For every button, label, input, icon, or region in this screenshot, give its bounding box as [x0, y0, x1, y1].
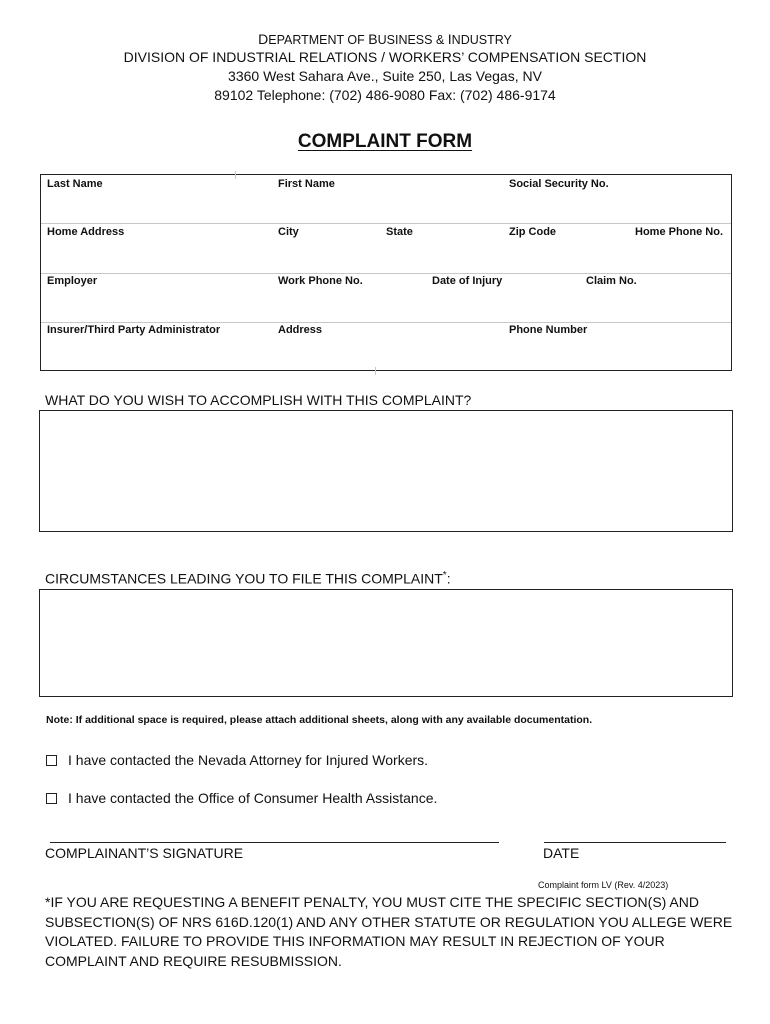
revision-label: Complaint form LV (Rev. 4/2023): [538, 880, 669, 890]
date-label: DATE: [543, 845, 580, 861]
accomplish-question: WHAT DO YOU WISH TO ACCOMPLISH WITH THIS COMPLAINT?: [45, 392, 472, 408]
field-last-name[interactable]: Last Name: [47, 178, 103, 190]
column-tick: [235, 171, 236, 179]
department-heading: DEPARTMENT OF BUSINESS & INDUSTRY: [258, 31, 512, 47]
claimant-info-grid: [40, 174, 732, 371]
circumstances-textarea[interactable]: [39, 589, 733, 697]
field-claim-no[interactable]: Claim No.: [586, 275, 637, 287]
field-insurer-address[interactable]: Address: [278, 324, 323, 336]
field-employer[interactable]: Employer: [47, 275, 98, 287]
division-heading: DIVISION OF INDUSTRIAL RELATIONS / WORKERS’ COMPENSATION SECTION: [123, 49, 647, 65]
column-tick: [375, 367, 376, 375]
checkbox-row-consumer-health[interactable]: [46, 790, 437, 806]
form-title: COMPLAINT FORM: [297, 131, 473, 152]
field-state[interactable]: State: [386, 226, 413, 238]
field-home-phone[interactable]: Home Phone No.: [635, 226, 724, 238]
benefit-penalty-footnote: *IF YOU ARE REQUESTING A BENEFIT PENALTY, YOU MUST CITE THE SPECIFIC SECTION(S) AND SUBSECTION(S) OF NRS 616D.120(1) AND ANY OTHER STATUTE OR REGULATION YOU ALLEGE WERE VIOLATED. FAILURE TO PROVIDE THIS INFORMATION MAY RESULT IN REJECTION OF YOUR COMPLAINT AND REQUIRE RESUBMISSION.: [45, 894, 733, 969]
consumer-health-checkbox[interactable]: [46, 793, 57, 804]
attachment-note: Note: If additional space is required, please attach additional sheets, along with any available documentation.: [46, 714, 593, 726]
checkbox-row-attorney[interactable]: [46, 752, 428, 768]
row-divider: [41, 322, 731, 323]
row-divider: [41, 223, 731, 224]
field-work-phone[interactable]: Work Phone No.: [278, 275, 363, 287]
consumer-health-checkbox-label: I have contacted the Office of Consumer Health Assistance.: [68, 790, 438, 806]
field-city[interactable]: City: [278, 226, 299, 238]
field-zip[interactable]: Zip Code: [509, 226, 557, 238]
accomplish-textarea[interactable]: [39, 410, 733, 532]
field-first-name[interactable]: First Name: [278, 178, 335, 190]
signature-label: COMPLAINANT’S SIGNATURE: [45, 845, 244, 861]
field-home-address[interactable]: Home Address: [47, 226, 125, 238]
office-address: 3360 West Sahara Ave., Suite 250, Las Vegas, NV: [228, 68, 542, 84]
field-date-of-injury[interactable]: Date of Injury: [432, 275, 503, 287]
office-contact: 89102 Telephone: (702) 486-9080 Fax: (702) 486-9174: [214, 87, 556, 103]
field-insurer-phone[interactable]: Phone Number: [509, 324, 588, 336]
attorney-checkbox-label: I have contacted the Nevada Attorney for Injured Workers.: [68, 752, 429, 768]
field-ssn[interactable]: Social Security No.: [509, 178, 609, 190]
attorney-checkbox[interactable]: [46, 755, 57, 766]
signature-line[interactable]: [50, 842, 499, 843]
date-line[interactable]: [544, 842, 726, 843]
row-divider: [41, 273, 731, 274]
circumstances-question: CIRCUMSTANCES LEADING YOU TO FILE THIS COMPLAINT*:: [45, 570, 451, 587]
field-insurer[interactable]: Insurer/Third Party Administrator: [47, 324, 221, 336]
